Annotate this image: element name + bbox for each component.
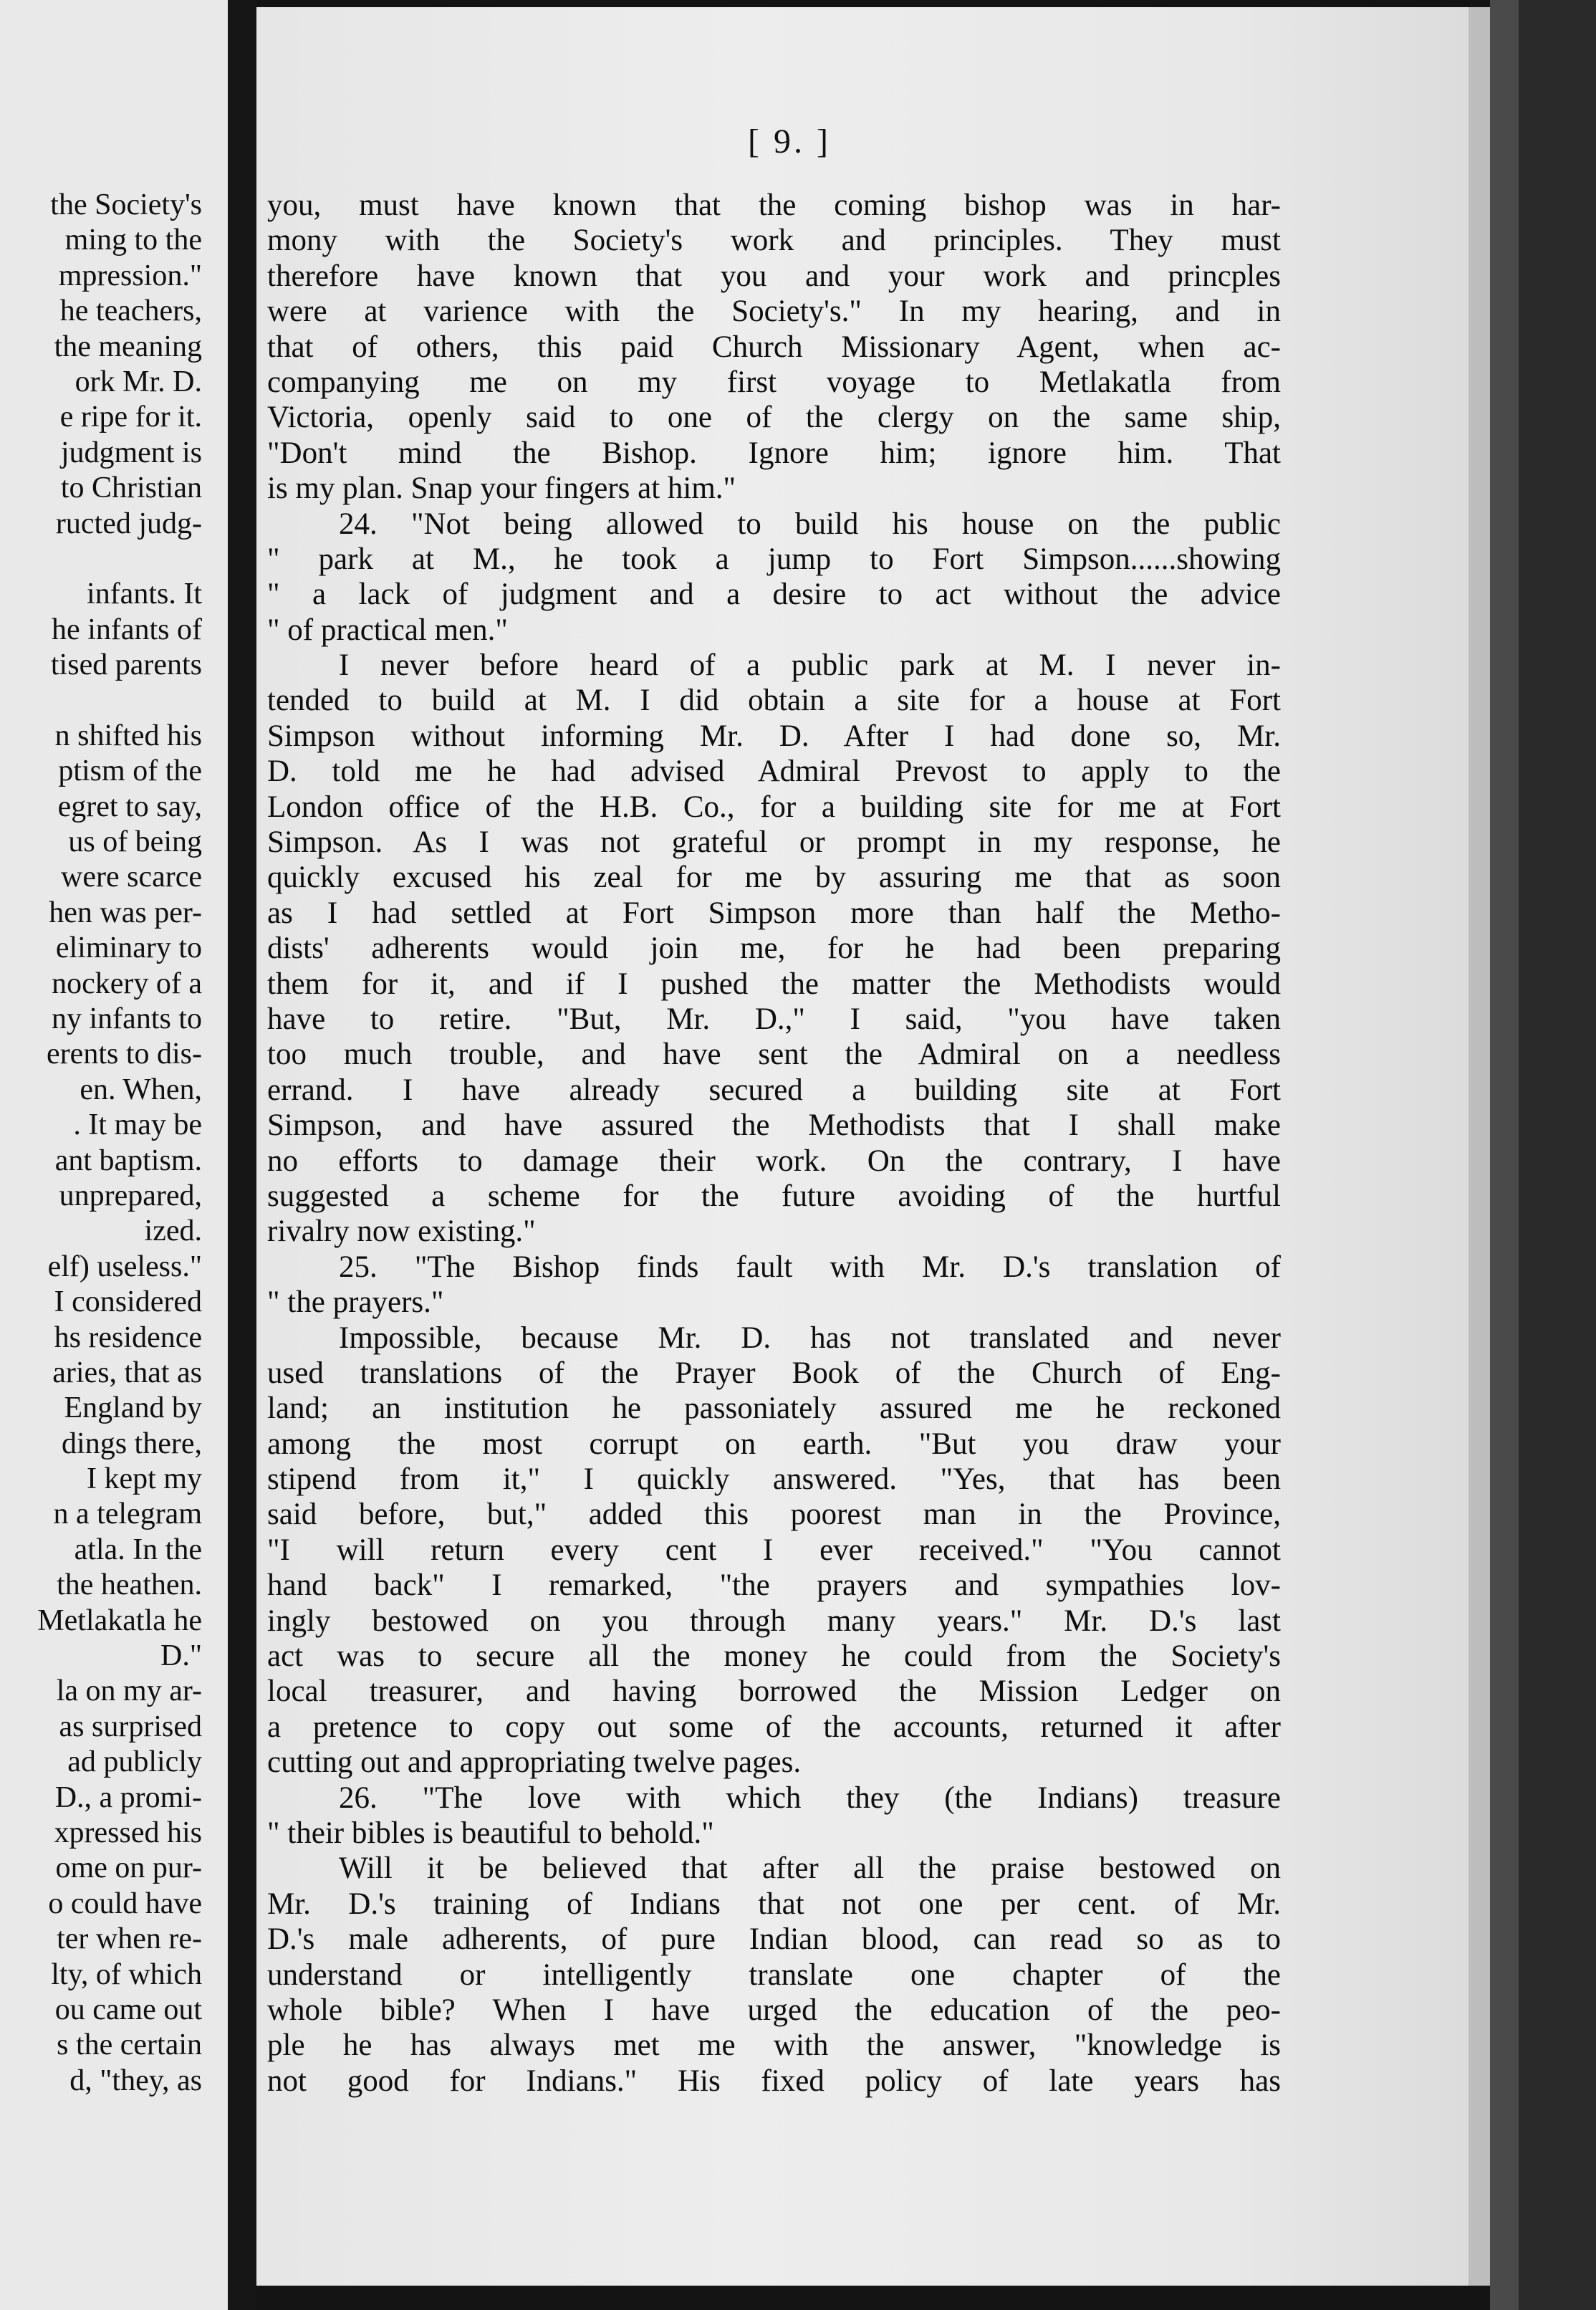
left-page-line: the Society's (50, 188, 202, 221)
text-line: cutting out and appropriating twelve pages. (267, 1745, 802, 1780)
text-line: understand or intelligently translate one chapter of the (267, 1957, 1281, 1992)
left-page-line: ou came out (54, 1993, 202, 2026)
text-line: Impossible, because Mr. D. has not translated and never (339, 1321, 1281, 1355)
page-number: [ 9. ] (748, 123, 831, 160)
left-page-line: the meaning (54, 330, 202, 363)
left-page-line: were scarce (61, 861, 202, 894)
left-page-line: s the certain (57, 2028, 202, 2062)
left-page-line: Metlakatla he (37, 1604, 202, 1637)
left-page-line: I considered (54, 1285, 202, 1319)
text-line: 24. "Not being allowed to build his house on the public (339, 507, 1281, 541)
left-page-line (0, 542, 202, 577)
left-page-line: he teachers, (59, 294, 202, 328)
left-page-line: elf) useless." (47, 1250, 202, 1283)
text-line: " park at M., he took a jump to Fort Simpson......showing (267, 542, 1281, 576)
text-line: errand. I have already secured a building site at Fort (267, 1073, 1281, 1107)
text-line: "I will return every cent I ever received." "You cannot (267, 1533, 1281, 1567)
left-page-line: la on my ar- (56, 1674, 202, 1708)
left-page-line: ructed judg- (55, 507, 202, 540)
left-page-line: ptism of the (58, 754, 202, 788)
text-line: no efforts to damage their work. On the contrary, I have (267, 1144, 1281, 1178)
text-line: land; an institution he passoniately assured me he reckoned (267, 1391, 1281, 1426)
left-facing-page (0, 0, 228, 2310)
text-line: Will it be believed that after all the praise bestowed on (339, 1851, 1281, 1886)
left-page-line: judgment is (60, 436, 202, 469)
left-page-line: d, "they, as (69, 2064, 202, 2097)
left-page-line: hs residence (54, 1321, 202, 1354)
text-line: rivalry now existing." (267, 1214, 536, 1249)
left-page-line: erents to dis- (47, 1037, 202, 1071)
left-page-line: . It may be (73, 1108, 202, 1142)
text-line: therefore have known that you and your work and princples (267, 259, 1281, 293)
text-line: them for it, and if I pushed the matter the Methodists would (267, 967, 1281, 1001)
text-line: as I had settled at Fort Simpson more than half the Metho- (267, 896, 1281, 930)
left-page-line: ad publicly (67, 1745, 202, 1779)
left-page-line: lty, of which (51, 1957, 202, 1991)
text-line: not good for Indians." His fixed policy of late years has (267, 2064, 1281, 2098)
text-line: suggested a scheme for the future avoiding of the hurtful (267, 1179, 1281, 1213)
left-page-line: as surprised (59, 1710, 202, 1743)
left-page-line: ant baptism. (54, 1144, 202, 1177)
text-line: stipend from it," I quickly answered. "Yes, that has been (267, 1462, 1281, 1497)
text-line: D.'s male adherents, of pure Indian blood, can read so as to (267, 1922, 1281, 1957)
left-page-line (0, 683, 202, 718)
left-page-line: ized. (144, 1214, 202, 1248)
text-line: is my plan. Snap your fingers at him." (267, 471, 736, 506)
left-page-line: n a telegram (53, 1497, 202, 1531)
book-cover-edge (1519, 0, 1596, 2310)
left-page-line: egret to say, (57, 790, 202, 823)
text-line: among the most corrupt on earth. "But you draw your (267, 1427, 1281, 1461)
text-line: 25. "The Bishop finds fault with Mr. D.'s translation of (339, 1250, 1281, 1284)
page-stack-edge (1490, 0, 1519, 2310)
left-page-line: ny infants to (52, 1002, 202, 1035)
text-line: whole bible? When I have urged the education of the peo- (267, 1993, 1281, 2027)
left-page-line: nockery of a (52, 967, 202, 1000)
text-line: too much trouble, and have sent the Admiral on a needless (267, 1037, 1281, 1072)
left-page-line: e ripe for it. (59, 401, 202, 434)
text-line: companying me on my first voyage to Metlakatla from (267, 365, 1281, 399)
text-line: used translations of the Prayer Book of the Church of Eng- (267, 1356, 1281, 1390)
text-line: that of others, this paid Church Missionary Agent, when ac- (267, 330, 1281, 364)
left-page-line: I kept my (87, 1462, 202, 1496)
text-line: Mr. D.'s training of Indians that not one per cent. of Mr. (267, 1887, 1281, 1921)
left-page-line: tised parents (50, 648, 202, 682)
left-page-text (0, 188, 202, 2099)
left-page-line: mpression." (58, 259, 202, 292)
page-edge (1468, 7, 1490, 2286)
text-line: were at varience with the Society's." In my hearing, and in (267, 294, 1281, 329)
left-page-line: the heathen. (57, 1568, 202, 1602)
book-gutter (228, 0, 256, 2310)
text-line: dists' adherents would join me, for he had been preparing (267, 931, 1281, 966)
left-page-line: infants. It (87, 578, 202, 611)
text-line: local treasurer, and having borrowed the Mission Ledger on (267, 1674, 1281, 1709)
text-line: London office of the H.B. Co., for a building site for me at Fort (267, 790, 1281, 824)
left-page-line: aries, that as (52, 1356, 202, 1389)
text-line: ingly bestowed on you through many years." Mr. D.'s last (267, 1604, 1281, 1638)
text-line: mony with the Society's work and principles. They must (267, 224, 1281, 258)
text-line: " a lack of judgment and a desire to act without the advice (267, 578, 1281, 612)
text-line: tended to build at M. I did obtain a site for a house at Fort (267, 684, 1281, 718)
left-page-line: he infants of (52, 613, 202, 646)
text-line: D. told me he had advised Admiral Prevost to apply to the (267, 754, 1281, 789)
text-line: ple he has always met me with the answer, "knowledge is (267, 2028, 1281, 2063)
text-line: 26. "The love with which they (the Indians) treasure (339, 1781, 1281, 1815)
main-page-body-text (267, 188, 1281, 2099)
left-page-line: unprepared, (59, 1179, 202, 1212)
text-line: Simpson without informing Mr. D. After I had done so, Mr. (267, 719, 1281, 753)
left-page-line: hen was per- (49, 896, 202, 929)
text-line: " the prayers." (267, 1285, 444, 1320)
left-page-line: eliminary to (55, 931, 202, 965)
text-line: have to retire. "But, Mr. D.," I said, "you have taken (267, 1002, 1281, 1036)
text-line: act was to secure all the money he could from the Society's (267, 1639, 1281, 1674)
left-page-line: ming to the (64, 224, 202, 257)
text-line: Simpson. As I was not grateful or prompt in my response, he (267, 825, 1281, 860)
left-page-line: atla. In the (74, 1533, 202, 1566)
text-line: Victoria, openly said to one of the clergy on the same ship, (267, 401, 1281, 435)
text-line: I never before heard of a public park at M. I never in- (339, 648, 1281, 683)
left-page-line: ome on pur- (55, 1851, 202, 1885)
text-line: said before, but," added this poorest man in the Province, (267, 1497, 1281, 1532)
left-page-line: o could have (48, 1887, 202, 1920)
left-page-line: dings there, (62, 1427, 202, 1460)
left-page-line: D., a promi- (54, 1781, 202, 1814)
text-line: Simpson, and have assured the Methodists that I shall make (267, 1108, 1281, 1143)
text-line: you, must have known that the coming bishop was in har- (267, 188, 1281, 222)
text-line: a pretence to copy out some of the accounts, returned it after (267, 1710, 1281, 1744)
left-page-line: ter when re- (57, 1922, 202, 1956)
text-line: " their bibles is beautiful to behold." (267, 1816, 714, 1850)
text-line: quickly excused his zeal for me by assuring me that as soon (267, 861, 1281, 895)
left-page-line: n shifted his (54, 719, 202, 752)
left-page-line: en. When, (80, 1073, 202, 1106)
left-page-line: us of being (68, 825, 202, 859)
left-page-line: xpressed his (54, 1816, 202, 1849)
text-line: " of practical men." (267, 613, 508, 647)
left-page-line: to Christian (60, 471, 202, 505)
text-line: "Don't mind the Bishop. Ignore him; ignore him. That (267, 436, 1281, 470)
left-page-line: D." (160, 1639, 202, 1673)
text-line: hand back" I remarked, "the prayers and sympathies lov- (267, 1568, 1281, 1603)
left-page-line: England by (64, 1391, 202, 1425)
left-page-line: ork Mr. D. (74, 365, 202, 398)
